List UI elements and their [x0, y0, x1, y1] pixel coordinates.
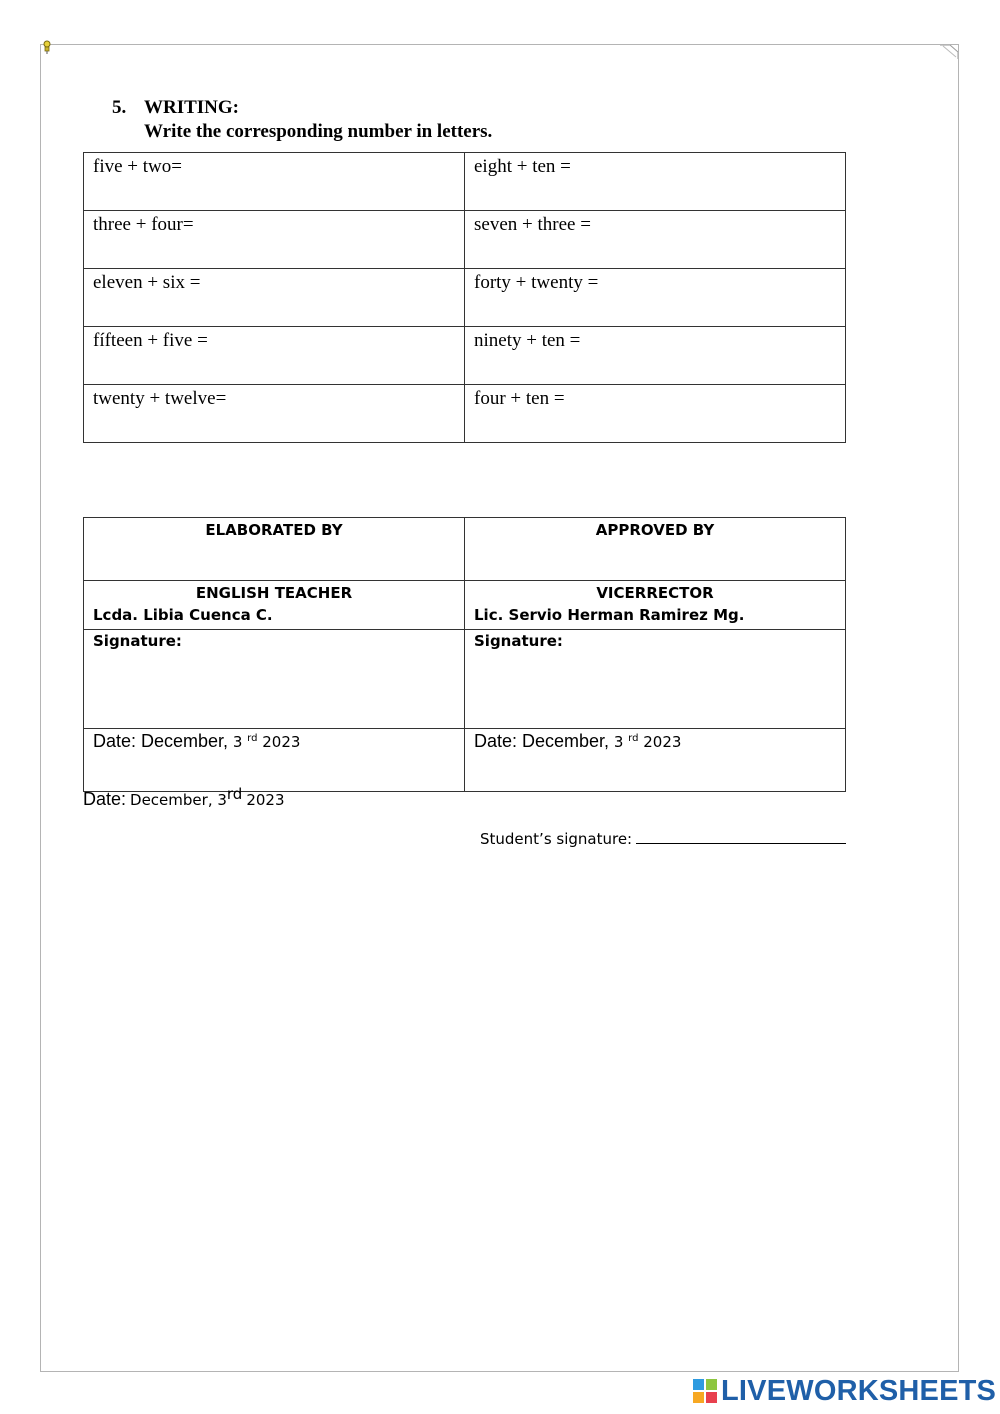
table-row	[84, 729, 846, 792]
approved-by-header: APPROVED BY	[465, 518, 846, 581]
date-year: 2023	[262, 733, 301, 751]
teacher-signature-label: Signature:	[84, 630, 465, 729]
teacher-role: ENGLISH TEACHER	[195, 584, 353, 602]
student-signature-line[interactable]	[636, 828, 846, 844]
exercise-cell[interactable]: twenty + twelve=	[84, 385, 465, 443]
section-heading	[112, 96, 492, 144]
date-lead: Date: December,	[93, 731, 229, 751]
document-date	[83, 785, 285, 810]
date-lead: Date: December,	[474, 731, 610, 751]
liveworksheets-brand[interactable]	[692, 1374, 996, 1408]
student-signature-label: Student’s signature:	[480, 830, 633, 848]
date-year: 2023	[643, 733, 682, 751]
date-suffix: rd	[226, 785, 243, 803]
table-row	[84, 153, 846, 211]
vicerrector-signature-label: Signature:	[465, 630, 846, 729]
student-signature	[480, 828, 846, 848]
table-row	[84, 269, 846, 327]
teacher-name: Lcda. Libia Cuenca C.	[93, 606, 273, 624]
date-suffix: rd	[247, 733, 258, 744]
section-instruction: Write the corresponding number in letters.	[144, 121, 493, 142]
brand-text: LIVEWORKSHEETS	[721, 1374, 997, 1407]
exercise-cell[interactable]: eight + ten =	[465, 153, 846, 211]
vicerrector-cell	[465, 581, 846, 630]
table-row	[84, 327, 846, 385]
page-fold-icon	[940, 45, 958, 59]
date-day: 3	[232, 733, 243, 751]
exercise-cell[interactable]: four + ten =	[465, 385, 846, 443]
teacher-cell	[84, 581, 465, 630]
elaborated-by-header: ELABORATED BY	[84, 518, 465, 581]
writing-exercise-table	[83, 152, 846, 443]
date-lead: Date:	[83, 789, 127, 809]
section-title: WRITING:	[144, 97, 240, 118]
table-row	[84, 385, 846, 443]
exercise-cell[interactable]: seven + three =	[465, 211, 846, 269]
liveworksheets-logo-icon	[692, 1378, 718, 1404]
pin-icon	[42, 40, 52, 54]
exercise-cell[interactable]: fífteen + five =	[84, 327, 465, 385]
date-year: 2023	[246, 791, 285, 809]
date-day: 3	[613, 733, 624, 751]
vicerrector-name: Lic. Servio Herman Ramirez Mg.	[474, 606, 745, 624]
exercise-cell[interactable]: three + four=	[84, 211, 465, 269]
exercise-cell[interactable]: eleven + six =	[84, 269, 465, 327]
exercise-cell[interactable]: ninety + ten =	[465, 327, 846, 385]
table-row	[84, 630, 846, 729]
table-row	[84, 518, 846, 581]
table-row	[84, 581, 846, 630]
table-row	[84, 211, 846, 269]
vicerrector-date	[465, 729, 846, 792]
date-text: December, 3	[130, 791, 227, 809]
exercise-cell[interactable]: five + two=	[84, 153, 465, 211]
exercise-cell[interactable]: forty + twenty =	[465, 269, 846, 327]
teacher-date	[84, 729, 465, 792]
date-suffix: rd	[628, 733, 639, 744]
section-number: 5.	[112, 97, 127, 118]
vicerrector-role: VICERRECTOR	[596, 584, 714, 602]
signature-table	[83, 517, 846, 792]
